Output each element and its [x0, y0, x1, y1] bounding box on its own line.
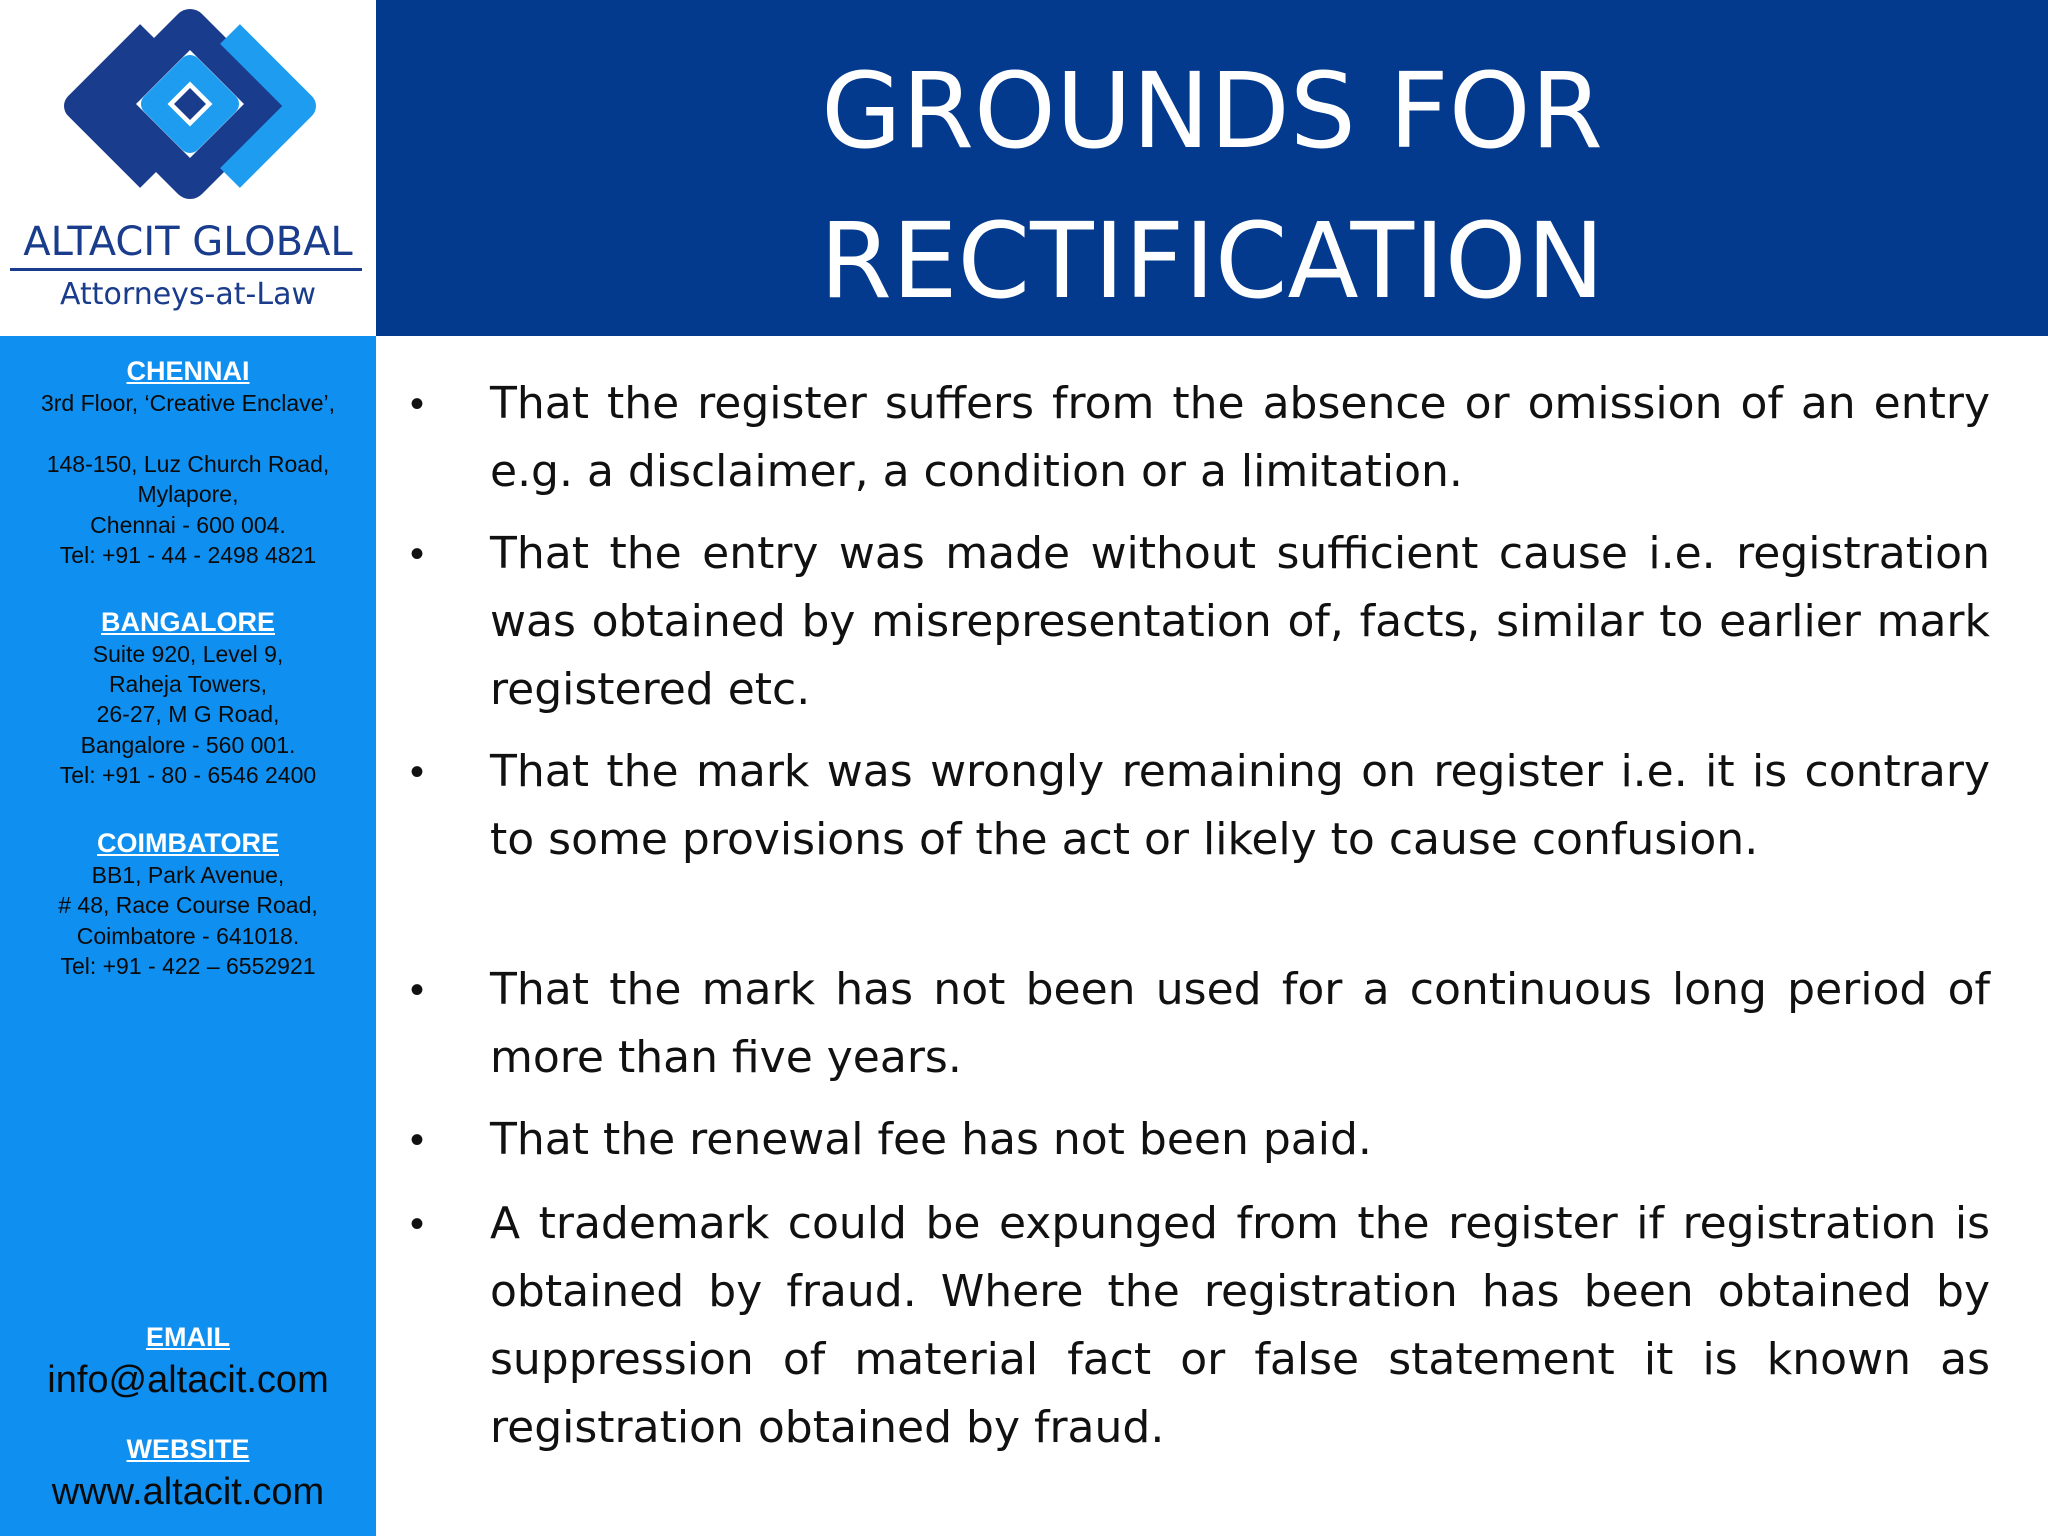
- office-line: Coimbatore - 641018.: [76, 923, 300, 949]
- contact-sidebar: [0, 336, 376, 1536]
- office-line: 148-150, Luz Church Road,: [46, 451, 330, 477]
- bullet-text: That the register suffers from the absence or omission of an entry e.g. a disclaimer, a condition or a limitation.: [490, 378, 1990, 497]
- bullet-text: That the renewal fee has not been paid.: [490, 1114, 1372, 1165]
- title-line-1: GROUNDS FOR: [821, 50, 1603, 172]
- bullet-text: That the mark was wrongly remaining on register i.e. it is contrary to some provisions of the act or likely to cause confusion.: [490, 746, 1990, 865]
- office-line: 3rd Floor, ‘Creative Enclave’,: [40, 390, 335, 416]
- office-line: Mylapore,: [137, 481, 239, 507]
- office-line: Raheja Towers,: [108, 671, 268, 697]
- office-heading-chennai[interactable]: CHENNAI: [126, 356, 250, 386]
- office-line: Tel: +91 - 422 – 6552921: [60, 953, 316, 979]
- bullet-dot-icon: •: [410, 1118, 425, 1162]
- office-heading-coimbatore[interactable]: COIMBATORE: [97, 828, 279, 858]
- logo-divider: [10, 268, 362, 271]
- website-heading[interactable]: WEBSITE: [126, 1434, 250, 1464]
- email-heading[interactable]: EMAIL: [146, 1322, 230, 1352]
- office-line: Tel: +91 - 80 - 6546 2400: [59, 762, 317, 788]
- logo-tagline: Attorneys-at-Law: [60, 277, 316, 312]
- title-line-2: RECTIFICATION: [819, 200, 1605, 322]
- bullet-dot-icon: •: [410, 532, 425, 576]
- logo-box: [0, 0, 376, 336]
- altacit-logo-icon: [40, 4, 340, 224]
- office-line: BB1, Park Avenue,: [91, 862, 285, 888]
- logo-name: ALTACIT GLOBAL: [23, 219, 353, 265]
- bullet-text: A trademark could be expunged from the register if registration is obtained by fraud. Where the registration has been obtained by suppression of material fact or false statement it is known as registration obtained by fraud.: [490, 1198, 1990, 1453]
- bullet-dot-icon: •: [410, 968, 425, 1012]
- office-line: 26-27, M G Road,: [96, 701, 280, 727]
- office-line: Suite 920, Level 9,: [92, 641, 284, 667]
- bullet-dot-icon: •: [410, 382, 425, 426]
- title-banner: [376, 0, 2048, 336]
- bullet-text: That the entry was made without sufficient cause i.e. registration was obtained by misrepresentation of, facts, similar to earlier mark registered etc.: [490, 528, 1990, 715]
- website-link[interactable]: www.altacit.com: [51, 1471, 325, 1513]
- office-line: Tel: +91 - 44 - 2498 4821: [59, 542, 317, 568]
- office-line: Bangalore - 560 001.: [80, 732, 296, 758]
- bullet-text: That the mark has not been used for a continuous long period of more than five years.: [490, 964, 1990, 1083]
- bullet-dot-icon: •: [410, 1202, 425, 1246]
- office-line: # 48, Race Course Road,: [58, 892, 318, 918]
- email-link[interactable]: info@altacit.com: [47, 1359, 329, 1401]
- page-title: [376, 36, 2048, 336]
- bullet-dot-icon: •: [410, 750, 425, 794]
- office-heading-bangalore[interactable]: BANGALORE: [101, 607, 275, 637]
- office-line: Chennai - 600 004.: [90, 512, 286, 538]
